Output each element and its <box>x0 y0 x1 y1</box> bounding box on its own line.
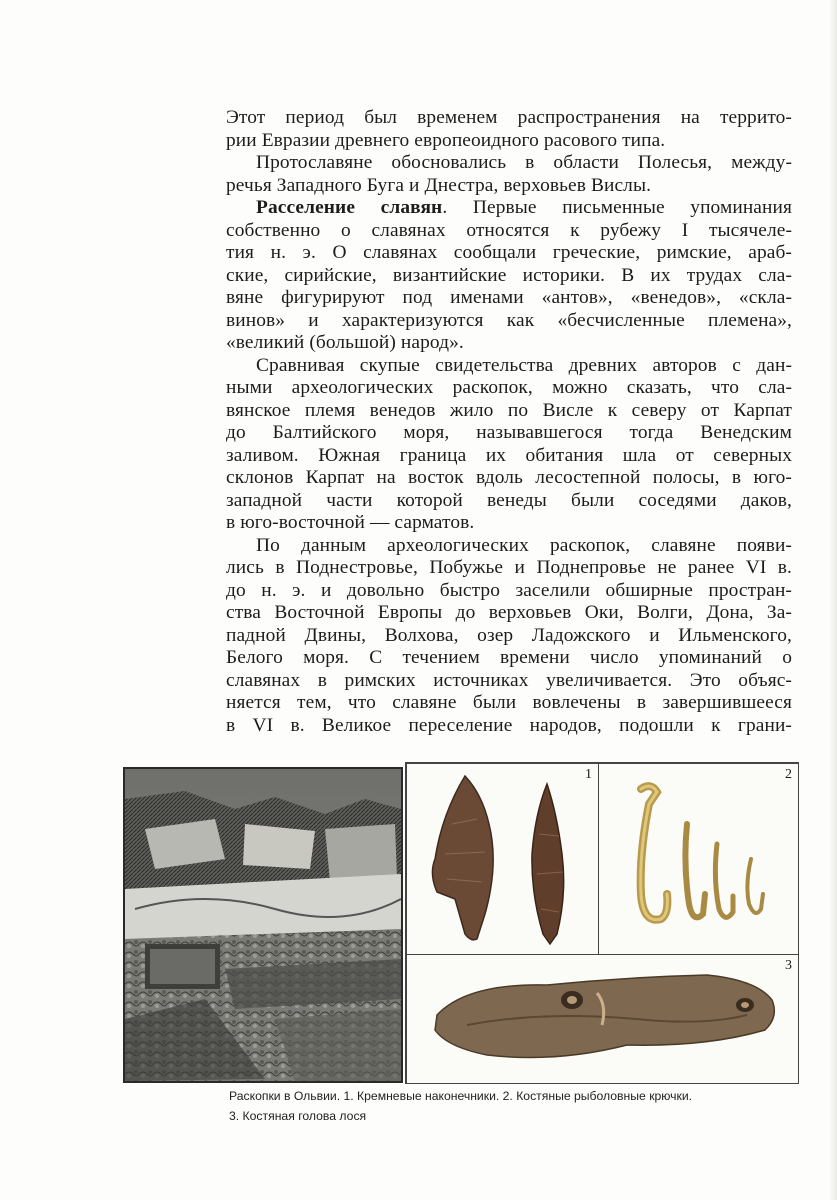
page-edge-shadow <box>829 0 837 1200</box>
text-line <box>226 625 792 648</box>
text-line <box>226 647 792 670</box>
text-line-content: По данным археологических раскопок, славяне появи- <box>256 534 792 556</box>
text-line-content: вянское племя венедов жило по Висле к северу от Карпат <box>226 399 792 421</box>
text-line-content: рии Евразии древнего европеоидного расового типа. <box>226 129 666 151</box>
text-line-content: «великий (большой) народ». <box>226 332 464 353</box>
text-line <box>226 107 792 130</box>
text-line <box>226 580 792 603</box>
text-line-content: до н. э. и довольно быстро заселили обширные простран- <box>226 579 792 601</box>
text-line-content: ские, сирийские, византийские историки. В их трудах сла- <box>226 264 792 286</box>
text-line-content: славянах в римских источниках увеличивается. Это объяс- <box>226 669 792 691</box>
text-line <box>226 332 792 355</box>
text-line-content: Этот период был временем распространения на террито- <box>226 107 792 128</box>
bone-elk-head-panel <box>406 954 799 1084</box>
text-line-content: вяне фигурируют под именами «антов», «венедов», «скла- <box>226 287 792 308</box>
section-heading: Расселение славян <box>256 197 443 218</box>
text-line <box>226 377 792 400</box>
panel-number-3: 3 <box>785 958 792 973</box>
text-line <box>226 512 792 535</box>
text-line-content: . Первые письменные упоминания <box>442 197 792 218</box>
text-line <box>226 130 792 153</box>
text-line-content: до Балтийского моря, называвшегося тогда Венедским <box>226 422 792 443</box>
text-line <box>226 557 792 580</box>
text-line <box>226 670 792 693</box>
text-line <box>226 400 792 423</box>
excavation-photo <box>123 767 403 1083</box>
text-line-content: западной части которой венеды были соседями даков, <box>226 489 792 511</box>
text-line <box>226 287 792 310</box>
panel-number-2: 2 <box>785 767 792 782</box>
text-line <box>226 715 792 738</box>
text-line <box>226 175 792 198</box>
flint-arrowheads-panel <box>406 763 599 955</box>
text-line-content: заливом. Южная граница их обитания шла от северных <box>226 444 792 466</box>
text-line <box>226 310 792 333</box>
text-line <box>226 355 792 378</box>
text-line <box>226 152 792 175</box>
text-line-content: Белого моря. С течением времени число упоминаний о <box>226 647 792 668</box>
text-line <box>226 220 792 243</box>
panel-number-1: 1 <box>585 767 592 782</box>
text-line-content: падной Двины, Волхова, озер Ладожского и Ильменского, <box>226 624 792 646</box>
text-line-content: речья Западного Буга и Днестра, верховьев Вислы. <box>226 174 652 196</box>
figure-caption <box>229 1086 804 1126</box>
text-line <box>226 535 792 558</box>
text-line-content: в VI в. Великое переселение народов, подошли к грани- <box>226 714 792 736</box>
text-line-content: в юго-восточной — сарматов. <box>226 512 475 533</box>
text-line <box>226 692 792 715</box>
text-line-content: лись в Поднестровье, Побужье и Поднепровье не ранее VI в. <box>226 557 792 578</box>
text-line-content: ными археологических раскопок, можно сказать, что сла- <box>226 377 792 398</box>
caption-line-2: 3. Костяная голова лося <box>229 1109 367 1123</box>
caption-line-1: Раскопки в Ольвии. 1. Кремневые наконечники. 2. Костяные рыболовные крючки. <box>229 1089 693 1103</box>
text-line <box>226 197 792 220</box>
text-line <box>226 242 792 265</box>
bone-fishhooks-panel <box>598 763 799 955</box>
text-line-content: Сравнивая скупые свидетельства древних авторов с дан- <box>256 354 792 376</box>
text-line-content: няется тем, что славяне были вовлечены в завершившееся <box>226 692 792 713</box>
text-line-content: склонов Карпат на восток вдоль лесостепной полосы, в юго- <box>226 467 792 488</box>
artifacts-figure <box>405 762 799 1084</box>
text-line-content: тия н. э. О славянах сообщали греческие, римские, араб- <box>226 242 792 263</box>
text-line-content: ства Восточной Европы до верховьев Оки, Волги, Дона, За- <box>226 602 792 623</box>
text-line <box>226 445 792 468</box>
text-line-content: собственно о славянах относятся к рубежу I тысячеле- <box>226 219 792 241</box>
body-text <box>226 107 792 737</box>
text-line-content: Протославяне обосновались в области Полесья, между- <box>256 152 792 173</box>
text-line <box>226 490 792 513</box>
text-line <box>226 467 792 490</box>
text-line <box>226 422 792 445</box>
text-line <box>226 602 792 625</box>
text-line <box>226 265 792 288</box>
text-line-content: винов» и характеризуются как «бесчисленные племена», <box>226 309 792 331</box>
